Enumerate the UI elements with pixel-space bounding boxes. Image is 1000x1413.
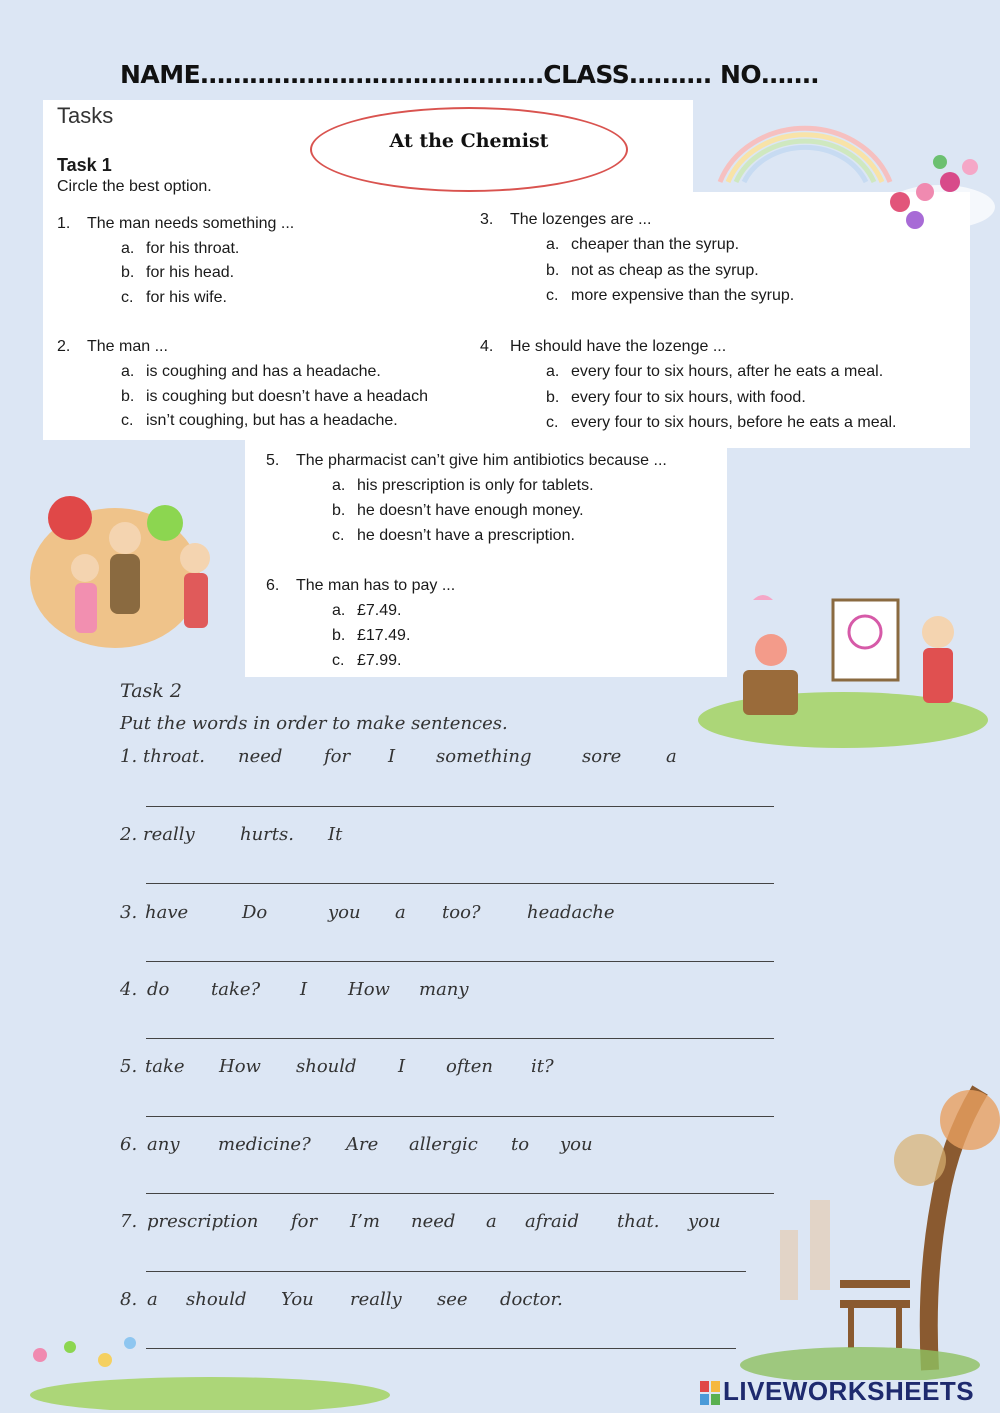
sentence-6: 6. any medicine? Are allergic to you xyxy=(120,1134,593,1155)
sentence-3: 3. have Do you a too? headache xyxy=(120,902,615,923)
option-1a[interactable]: a. for his throat. xyxy=(121,240,240,257)
task2-instruction: Put the words in order to make sentences. xyxy=(120,713,508,734)
option-4c[interactable]: c. every four to six hours, before he eats a meal. xyxy=(546,414,897,431)
option-1b[interactable]: b. for his head. xyxy=(121,264,235,281)
sentence-2: 2. really hurts. It xyxy=(120,824,343,845)
tree-bench-illustration xyxy=(740,1080,1000,1380)
task1-title: Task 1 xyxy=(57,155,112,175)
option-2a[interactable]: a. is coughing and has a headache. xyxy=(121,363,381,380)
option-6c[interactable]: c. £7.99. xyxy=(332,652,402,669)
question-2: 2. The man ... xyxy=(57,338,168,355)
task2-title: Task 2 xyxy=(120,680,182,702)
answer-line-1[interactable] xyxy=(146,806,774,807)
option-4a[interactable]: a. every four to six hours, after he eats a meal. xyxy=(546,363,884,380)
question-3: 3. The lozenges are ... xyxy=(480,211,652,228)
header-name-class-no: NAME……………………………………CLASS………. NO……. xyxy=(120,60,820,89)
answer-line-2[interactable] xyxy=(146,883,774,884)
sentence-1: 1. throat. need for I something sore a xyxy=(120,746,677,767)
option-3b[interactable]: b. not as cheap as the syrup. xyxy=(546,262,759,279)
answer-line-7[interactable] xyxy=(146,1271,746,1272)
question-6: 6. The man has to pay ... xyxy=(266,577,456,594)
question-4: 4. He should have the lozenge ... xyxy=(480,338,727,355)
logo-text: LIVEWORKSHEETS xyxy=(723,1376,975,1406)
option-5a[interactable]: a. his prescription is only for tablets. xyxy=(332,477,594,494)
answer-line-5[interactable] xyxy=(146,1116,774,1117)
sentence-8: 8. a should You really see doctor. xyxy=(120,1289,563,1310)
option-2c[interactable]: c. isn’t coughing, but has a headache. xyxy=(121,412,398,429)
task1-instruction: Circle the best option. xyxy=(57,178,212,195)
option-6a[interactable]: a. £7.49. xyxy=(332,602,402,619)
painting-girl-illustration xyxy=(693,570,988,750)
rainbow-flowers-illustration xyxy=(700,92,1000,242)
title-oval xyxy=(310,107,628,192)
answer-line-3[interactable] xyxy=(146,961,774,962)
answer-line-4[interactable] xyxy=(146,1038,774,1039)
sentence-4: 4. do take? I How many xyxy=(120,979,469,1000)
logo-mark-icon xyxy=(700,1381,720,1405)
option-3c[interactable]: c. more expensive than the syrup. xyxy=(546,287,795,304)
task1-panel-middle xyxy=(245,440,727,677)
option-3a[interactable]: a. cheaper than the syrup. xyxy=(546,236,740,253)
option-5b[interactable]: b. he doesn’t have enough money. xyxy=(332,502,584,519)
question-5: 5. The pharmacist can’t give him antibiotics because ... xyxy=(266,452,667,469)
tasks-heading: Tasks xyxy=(57,103,114,128)
sentence-7: 7. prescription for I’m need a afraid that. you xyxy=(120,1211,721,1232)
party-kids-illustration xyxy=(30,488,235,648)
grass-flowers-illustration xyxy=(10,1325,390,1410)
worksheet-title: At the Chemist xyxy=(389,129,549,152)
option-1c[interactable]: c. for his wife. xyxy=(121,289,227,306)
answer-line-6[interactable] xyxy=(146,1193,774,1194)
question-1: 1. The man needs something ... xyxy=(57,215,295,232)
option-4b[interactable]: b. every four to six hours, with food. xyxy=(546,389,806,406)
sentence-5: 5. take How should I often it? xyxy=(120,1056,554,1077)
option-6b[interactable]: b. £17.49. xyxy=(332,627,411,644)
option-2b[interactable]: b. is coughing but doesn’t have a headach xyxy=(121,388,428,405)
option-5c[interactable]: c. he doesn’t have a prescription. xyxy=(332,527,575,544)
liveworksheets-logo xyxy=(700,1376,974,1407)
